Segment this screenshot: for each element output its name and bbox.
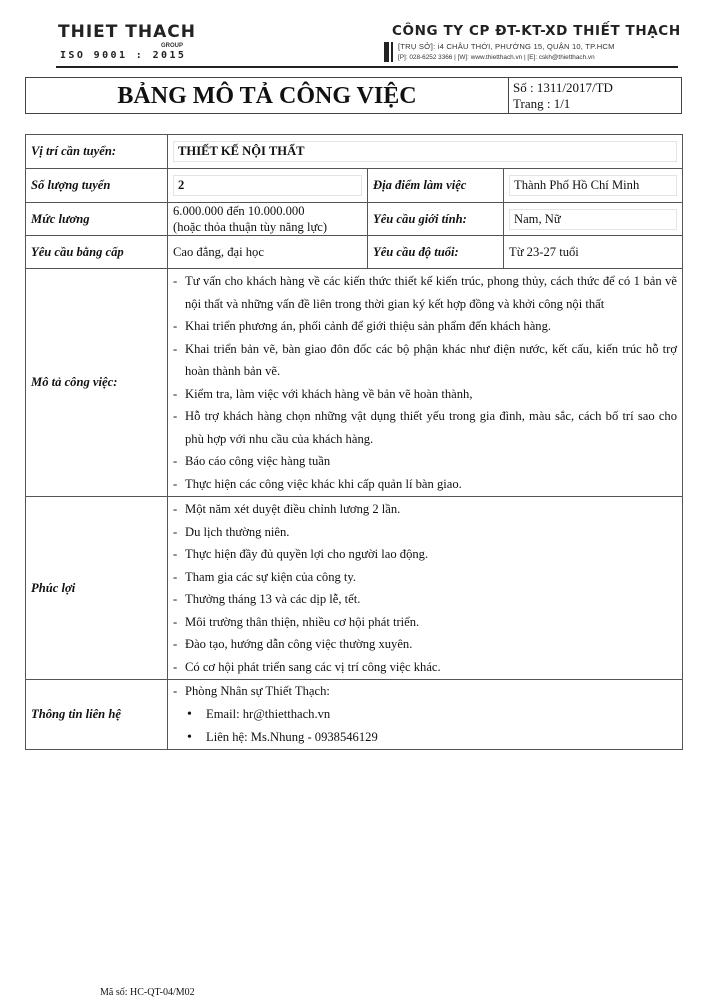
contact-label: Thông tin liên hệ bbox=[26, 680, 168, 750]
company-name: CÔNG TY CP ĐT-KT-XD THIẾT THẠCH bbox=[392, 23, 681, 39]
contact-email: • Email: hr@thietthach.vn bbox=[187, 703, 677, 726]
list-item: - Tham gia các sự kiện của công ty. bbox=[173, 566, 677, 589]
company-logo-name: THIET THACH bbox=[58, 22, 196, 42]
job-description-table bbox=[25, 134, 683, 750]
list-item: - Một năm xét duyệt điều chỉnh lương 2 lần. bbox=[173, 498, 677, 521]
position-value: THIẾT KẾ NỘI THẤT bbox=[173, 141, 677, 162]
degree-value: Cao đẳng, đại học bbox=[168, 236, 368, 269]
table-row bbox=[26, 203, 683, 236]
quantity-value-cell bbox=[168, 169, 368, 203]
company-address: [TRỤ SỞ]: i4 CHÂU THỚI, PHƯỜNG 15, QUẬN 10, TP.HCM bbox=[398, 42, 615, 51]
table-row bbox=[26, 236, 683, 269]
document-title: BẢNG MÔ TẢ CÔNG VIỆC bbox=[117, 83, 417, 109]
contact-heading: - Phòng Nhân sự Thiết Thạch: bbox=[173, 680, 677, 703]
list-item: - Có cơ hội phát triển sang các vị trí công việc khác. bbox=[173, 656, 677, 679]
header-rule bbox=[56, 66, 678, 68]
position-value-cell bbox=[168, 135, 683, 169]
age-value: Từ 23-27 tuổi bbox=[504, 236, 683, 269]
contact-phone: • Liên hệ: Ms.Nhung - 0938546129 bbox=[187, 726, 677, 749]
list-item: - Báo cáo công việc hàng tuần bbox=[173, 450, 677, 473]
benefits-cell bbox=[168, 497, 683, 680]
benefits-label: Phúc lợi bbox=[26, 497, 168, 680]
company-bar-mark-thin bbox=[391, 42, 393, 62]
contact-heading-list bbox=[173, 680, 677, 703]
list-item: - Du lịch thường niên. bbox=[173, 521, 677, 544]
location-label: Địa điểm làm việc bbox=[368, 169, 504, 203]
table-row bbox=[26, 169, 683, 203]
benefits-list bbox=[173, 498, 677, 678]
position-label: Vị trí cần tuyển: bbox=[26, 135, 168, 169]
table-row bbox=[26, 497, 683, 680]
list-item: - Thực hiện đầy đủ quyền lợi cho người lao động. bbox=[173, 543, 677, 566]
list-item: - Khai triển phương án, phối cảnh để giới thiệu sản phẩm đến khách hàng. bbox=[173, 315, 677, 338]
salary-value bbox=[168, 203, 368, 236]
list-item: - Môi trường thân thiện, nhiều cơ hội phát triển. bbox=[173, 611, 677, 634]
company-bar-mark bbox=[384, 42, 389, 62]
document-title-box bbox=[25, 77, 509, 114]
degree-label: Yêu cầu bằng cấp bbox=[26, 236, 168, 269]
job-description-cell bbox=[168, 269, 683, 497]
quantity-label: Số lượng tuyển bbox=[26, 169, 168, 203]
list-item: - Thực hiện các công việc khác khi cấp quản lí bàn giao. bbox=[173, 473, 677, 496]
location-value-cell bbox=[504, 169, 683, 203]
contact-list bbox=[173, 703, 677, 749]
contact-cell bbox=[168, 680, 683, 750]
gender-value-cell bbox=[504, 203, 683, 236]
form-code: Mã số: HC-QT-04/M02 bbox=[100, 987, 195, 998]
salary-range: 6.000.000 đến 10.000.000 bbox=[173, 204, 305, 218]
table-row bbox=[26, 135, 683, 169]
document-number: Số : 1311/2017/TD bbox=[513, 80, 613, 95]
list-item: - Tư vấn cho khách hàng về các kiến thức thiết kế kiến trúc, phong thủy, cách thức để có 1 bản vẽ nội thất và những vấn đề liên trong thời gian ký kết hợp đồng và khởi công nội thất bbox=[173, 270, 677, 315]
company-logo-group: GROUP bbox=[161, 43, 184, 49]
table-row bbox=[26, 269, 683, 497]
table-row bbox=[26, 680, 683, 750]
company-contact: [P]: 028-6252 3366 | [W]: www.thietthach.vn | [E]: cskh@thietthach.vn bbox=[398, 54, 595, 61]
page-number: Trang : 1/1 bbox=[513, 96, 571, 111]
list-item: - Kiểm tra, làm việc với khách hàng về bản vẽ hoàn thành, bbox=[173, 383, 677, 406]
salary-note: (hoặc thỏa thuận tùy năng lực) bbox=[173, 220, 328, 234]
list-item: - Thưởng tháng 13 và các dịp lễ, tết. bbox=[173, 588, 677, 611]
quantity-value: 2 bbox=[173, 175, 362, 196]
gender-value: Nam, Nữ bbox=[509, 209, 677, 230]
list-item: - Đào tạo, hướng dẫn công việc thường xuyên. bbox=[173, 633, 677, 656]
location-value: Thành Phố Hồ Chí Minh bbox=[509, 175, 677, 196]
document-reference bbox=[508, 77, 682, 114]
age-label: Yêu cầu độ tuổi: bbox=[368, 236, 504, 269]
list-item: - Khai triển bản vẽ, bàn giao đôn đốc các bộ phận khác như điện nước, kết cấu, kiến trúc hỗ trợ hoàn thành bản vẽ. bbox=[173, 338, 677, 383]
gender-label: Yêu cầu giới tính: bbox=[368, 203, 504, 236]
iso-certification: ISO 9001 : 2015 bbox=[60, 50, 187, 61]
job-description-list bbox=[173, 270, 677, 495]
job-description-label: Mô tả công việc: bbox=[26, 269, 168, 497]
salary-label: Mức lương bbox=[26, 203, 168, 236]
list-item: - Hỗ trợ khách hàng chọn những vật dụng thiết yếu trong gia đình, màu sắc, cách bố trí sao cho phù hợp với nhu cầu của khách hàng. bbox=[173, 405, 677, 450]
